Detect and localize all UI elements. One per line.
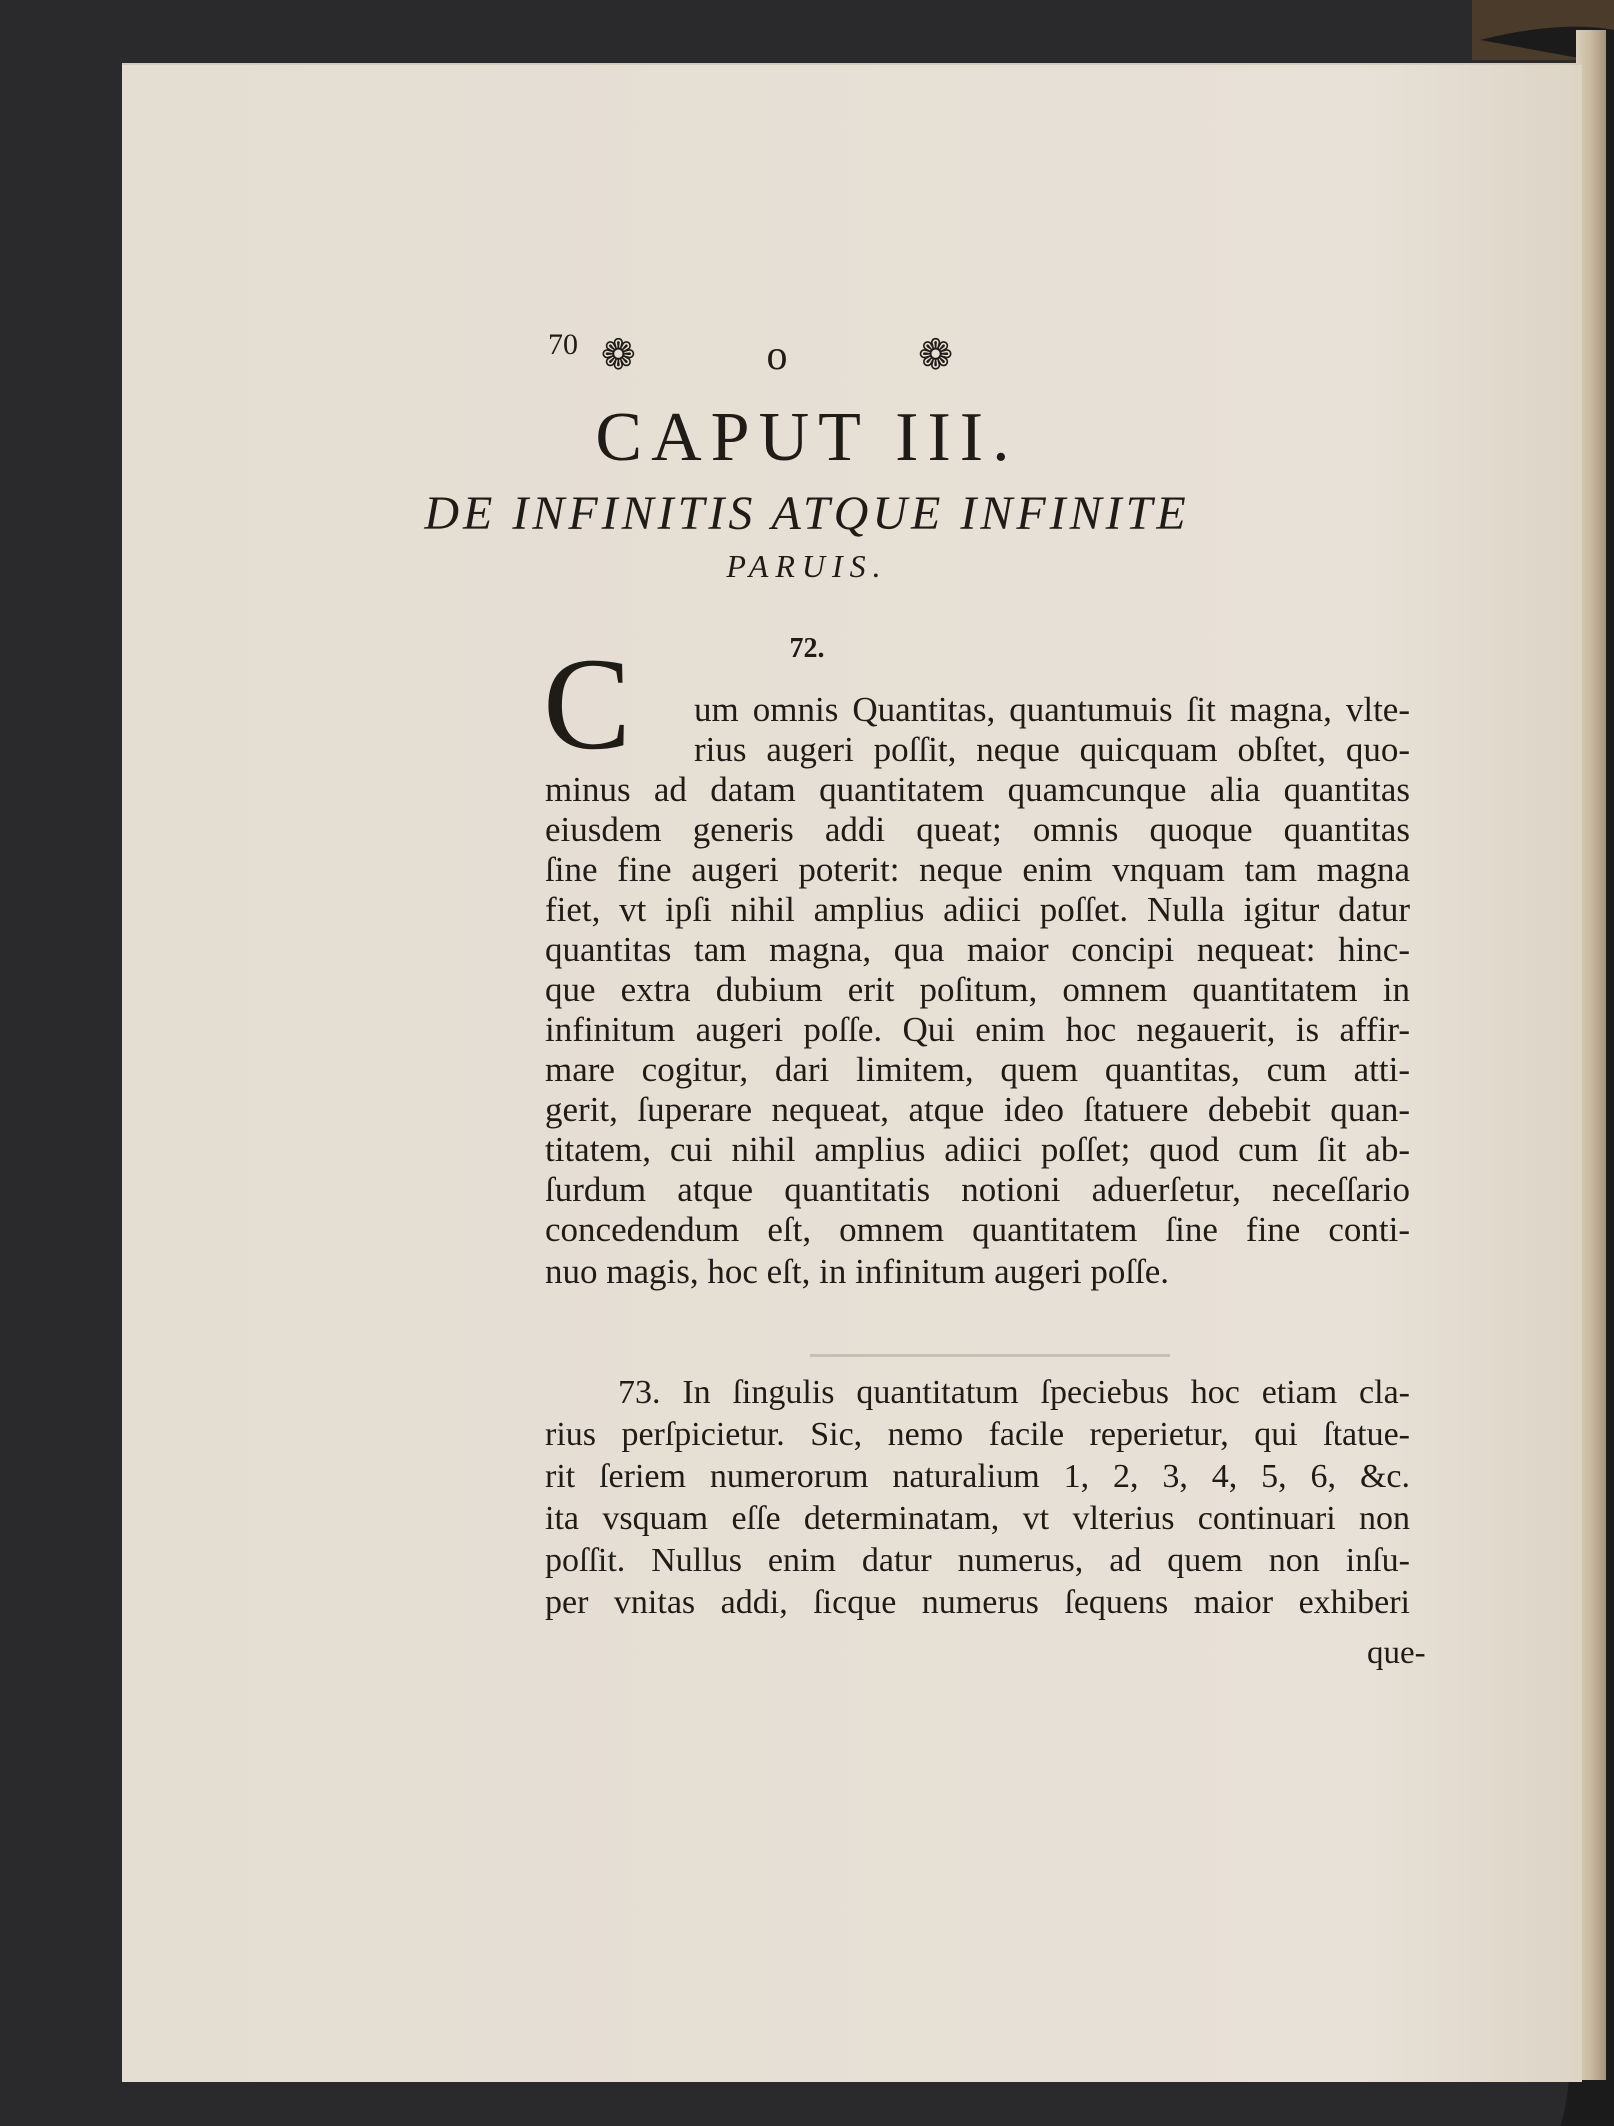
- paragraph-73-line-6: per vnitas addi, ſicque numerus ſequens maior exhiberi: [545, 1584, 1410, 1621]
- paragraph-72-line-6: fiet, vt ipſi nihil amplius adiici poſſet. Nulla igitur datur: [545, 890, 1410, 929]
- section-divider-rule: [810, 1354, 1170, 1357]
- paragraph-72-line-12: titatem, cui nihil amplius adiici poſſet; quod cum ſit ab-: [545, 1130, 1410, 1169]
- paragraph-73-line-5: poſſit. Nullus enim datur numerus, ad quem non inſu-: [545, 1542, 1410, 1579]
- paragraph-72-line-10: mare cogitur, dari limitem, quem quantitas, cum atti-: [545, 1050, 1410, 1089]
- section-number-72: 72.: [789, 633, 825, 664]
- paragraph-73-line-1: 73. In ſingulis quantitatum ſpeciebus hoc etiam cla-: [618, 1374, 1410, 1411]
- chapter-title: CAPUT III.: [595, 399, 1019, 476]
- paragraph-72-line-9: infinitum augeri poſſe. Qui enim hoc negauerit, is affir-: [545, 1010, 1410, 1049]
- catchword: que-: [1367, 1635, 1426, 1671]
- paragraph-72-line-4: eiusdem generis addi queat; omnis quoque quantitas: [545, 810, 1410, 849]
- paragraph-72-line-8: que extra dubium erit poſitum, omnem quantitatem in: [545, 970, 1410, 1009]
- headpiece-ornament: ❁ o ❁: [600, 333, 1014, 379]
- page-number: 70: [548, 328, 578, 361]
- paragraph-72-line-7: quantitas tam magna, qua maior concipi nequeat: hinc-: [545, 930, 1410, 969]
- paragraph-73-line-4: ita vsquam eſſe determinatam, vt vlterius continuari non: [545, 1500, 1410, 1537]
- paragraph-72-line-14: concedendum eſt, omnem quantitatem ſine fine conti-: [545, 1210, 1410, 1249]
- chapter-subtitle-line2: PARUIS.: [726, 548, 888, 584]
- paragraph-73-line-3: rit ſeriem numerorum naturalium 1, 2, 3, 4, 5, 6, &c.: [545, 1458, 1410, 1495]
- paragraph-72-line-2: rius augeri poſſit, neque quicquam obſtet, quo-: [694, 730, 1410, 769]
- paragraph-72-line-1: um omnis Quantitas, quantumuis ſit magna, vlte-: [694, 690, 1410, 729]
- paragraph-72-line-3: minus ad datam quantitatem quamcunque alia quantitas: [545, 770, 1410, 809]
- chapter-subtitle: DE INFINITIS ATQUE INFINITE: [424, 487, 1190, 540]
- paragraph-72-line-11: gerit, ſuperare nequeat, atque ideo ſtatuere debebit quan-: [545, 1090, 1410, 1129]
- paragraph-72-line-13: ſurdum atque quantitatis notioni aduerſetur, neceſſario: [545, 1170, 1410, 1209]
- paragraph-73-line-2: rius perſpicietur. Sic, nemo facile reperietur, qui ſtatue-: [545, 1416, 1410, 1453]
- paragraph-72-line-5: ſine fine augeri poterit: neque enim vnquam tam magna: [545, 850, 1410, 889]
- drop-capital: C: [543, 630, 632, 777]
- paragraph-72-line-15: nuo magis, hoc eſt, in infinitum augeri poſſe.: [545, 1252, 1170, 1291]
